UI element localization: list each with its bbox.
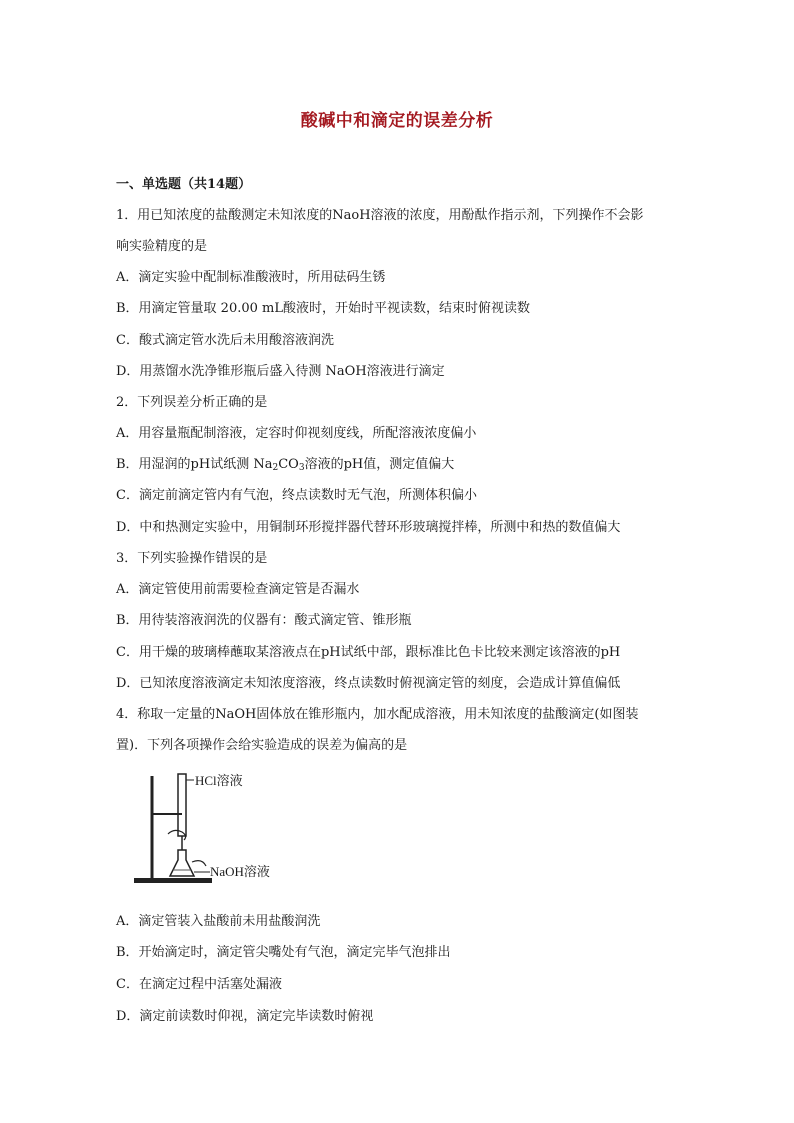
q1-stem-line2: 响实验精度的是 — [116, 239, 208, 254]
q2-option-c: C．滴定前滴定管内有气泡，终点读数时无气泡，所测体积偏小 — [116, 488, 477, 503]
q4-option-a: A．滴定管装入盐酸前未用盐酸润洗 — [116, 914, 321, 929]
q1-option-d: D．用蒸馏水洗净锥形瓶后盛入待测 NaOH溶液进行滴定 — [116, 364, 445, 379]
figure-label-hcl: HCl溶液 — [195, 773, 243, 788]
q2-option-b-sub2: 3 — [298, 463, 305, 473]
hand-left — [168, 830, 186, 840]
stand-base — [134, 878, 212, 883]
q2-option-a: A．用容量瓶配制溶液，定容时仰视刻度线，所配溶液浓度偏小 — [116, 426, 477, 441]
q4-option-d: D．滴定前读数时仰视，滴定完毕读数时俯视 — [116, 1009, 374, 1024]
q4-stem-line2: 置)．下列各项操作会给实验造成的误差为偏高的是 — [116, 738, 408, 753]
titration-apparatus-figure — [130, 770, 300, 890]
q3-option-a: A．滴定管使用前需要检查滴定管是否漏水 — [116, 582, 360, 597]
hand-right — [192, 861, 206, 866]
q1-option-b: B．用滴定管量取 20.00 mL酸液时，开始时平视读数，结束时俯视读数 — [116, 301, 530, 316]
burette — [178, 774, 186, 836]
conical-flask — [170, 850, 194, 876]
q2-option-b-sub1: 2 — [272, 463, 279, 473]
q2-option-d: D．中和热测定实验中，用铜制环形搅拌器代替环形玻璃搅拌棒，所测中和热的数值偏大 — [116, 520, 621, 535]
q4-option-b: B．开始滴定时，滴定管尖嘴处有气泡，滴定完毕气泡排出 — [116, 945, 451, 960]
q3-option-b: B．用待装溶液润洗的仪器有：酸式滴定管、锥形瓶 — [116, 613, 412, 628]
q1-stem-line1: 1．用已知浓度的盐酸测定未知浓度的NaoH溶液的浓度，用酚酞作指示剂，下列操作不会影 — [116, 208, 644, 223]
q1-option-a: A．滴定实验中配制标准酸液时，所用砝码生锈 — [116, 270, 386, 285]
q4-stem-line1: 4．称取一定量的NaOH固体放在锥形瓶内，加水配成溶液，用未知浓度的盐酸滴定(如图装 — [116, 707, 639, 722]
q2-option-b — [116, 456, 454, 474]
q4-option-c: C．在滴定过程中活塞处漏液 — [116, 977, 282, 992]
figure-label-naoh: NaOH溶液 — [210, 864, 270, 879]
q2-option-b-post: 溶液的pH值，测定值偏大 — [304, 457, 455, 472]
q2-stem: 2．下列误差分析正确的是 — [116, 395, 268, 410]
section-heading: 一、单选题（共14题） — [116, 177, 252, 192]
q2-option-b-pre: B．用湿润的pH试纸测 Na — [116, 457, 273, 472]
q3-option-c: C．用干燥的玻璃棒蘸取某溶液点在pH试纸中部，跟标准比色卡比较来测定该溶液的pH — [116, 645, 621, 660]
q3-stem: 3．下列实验操作错误的是 — [116, 551, 268, 566]
q1-option-c: C．酸式滴定管水洗后未用酸溶液润洗 — [116, 333, 334, 348]
q2-option-b-mid: CO — [278, 457, 299, 472]
q3-option-d: D．已知浓度溶液滴定未知浓度溶液，终点读数时俯视滴定管的刻度，会造成计算值偏低 — [116, 676, 621, 691]
document-title: 酸碱中和滴定的误差分析 — [300, 111, 494, 131]
